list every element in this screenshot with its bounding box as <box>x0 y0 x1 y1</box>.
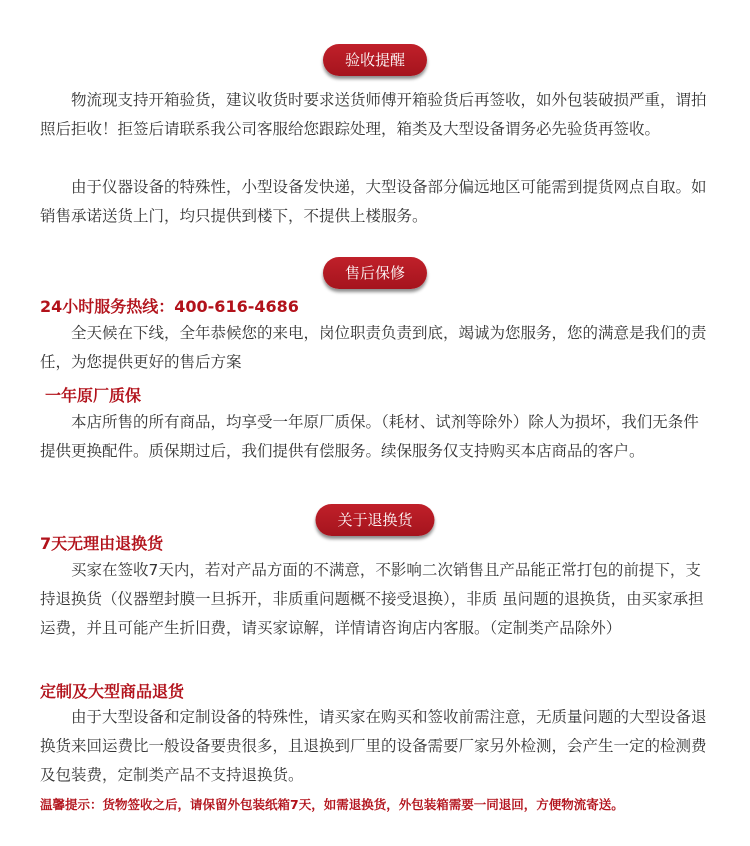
service-hotline: 24小时服务热线：400-616-4686 <box>40 297 299 316</box>
warm-tip: 温馨提示：货物签收之后，请保留外包装纸箱7天，如需退换货，外包装箱需要一同退回，方便物流寄送。 <box>40 797 624 812</box>
inspection-paragraph-2: 由于仪器设备的特殊性，小型设备发快递，大型设备部分偏远地区可能需到提货网点自取。如销售承诺送货上门，均只提供到楼下，不提供上楼服务。 <box>40 178 707 225</box>
returns-heading-7-days: 7天无理由退换货 <box>40 534 164 553</box>
after-sales-paragraph-2: 本店所售的所有商品，均享受一年原厂质保。（耗材、试剂等除外）除人为损坏，我们无条件提供更换配件。质保期过后，我们提供有偿服务。续保服务仅支持购买本店商品的客户。 <box>40 413 699 460</box>
returns-heading-custom: 定制及大型商品退货 <box>40 682 185 701</box>
after-sales-paragraph-1: 全天候在下线，全年恭候您的来电，岗位职责负责到底，竭诚为您服务，您的满意是我们的责任，为您提供更好的售后方案 <box>40 324 707 371</box>
section-title-inspection: 验收提醒 <box>323 44 427 76</box>
section-title-after-sales: 售后保修 <box>323 257 427 289</box>
returns-paragraph-1: 买家在签收7天内，若对产品方面的不满意，不影响二次销售且产品能正常打包的前提下，支持退换货（仪器塑封膜一旦拆开，非质重问题概不接受退换），非质 虽问题的退换货，由买家承担运费，并且可能产生折旧费，请买家谅解，详情请咨询店内客服。（定制类产品除外） <box>40 561 704 637</box>
warranty-heading: 一年原厂质保 <box>45 386 142 405</box>
section-title-returns: 关于退换货 <box>315 504 434 536</box>
returns-paragraph-2: 由于大型设备和定制设备的特殊性，请买家在购买和签收前需注意，无质量问题的大型设备退换货来回运费比一般设备要贵很多，且退换到厂里的设备需要厂家另外检测，会产生一定的检测费及包装费，定制类产品不支持退换货。 <box>40 708 707 784</box>
inspection-paragraph-1: 物流现支持开箱验货，建议收货时要求送货师傅开箱验货后再签收，如外包装破损严重，谓拍照后拒收！拒签后请联系我公司客服给您跟踪处理，箱类及大型设备谓务必先验货再签收。 <box>40 91 707 138</box>
